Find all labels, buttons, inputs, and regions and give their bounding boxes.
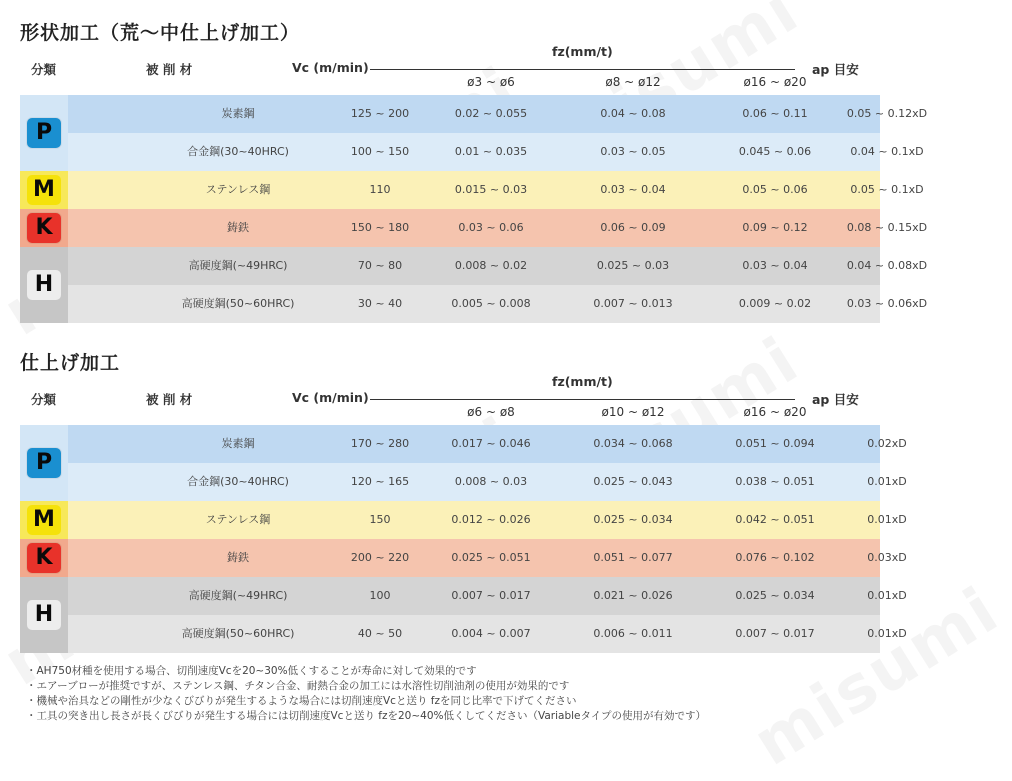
table-row — [68, 577, 907, 615]
cell-ap: 0.05 ~ 0.1xD — [850, 183, 924, 196]
table-row — [68, 209, 928, 247]
cell-vc: 150 ~ 180 — [350, 221, 410, 234]
header-fz: fz(mm/t) — [552, 44, 613, 59]
header-class: 分類 — [31, 62, 57, 77]
cell-fz: 0.006 ~ 0.011 — [593, 627, 673, 640]
cell-vc: 30 ~ 40 — [357, 297, 403, 310]
cell-fz: 0.06 ~ 0.09 — [600, 221, 666, 234]
header-fz-underline — [370, 399, 795, 400]
class-badge-H: H — [27, 600, 61, 630]
class-group-P — [20, 95, 68, 171]
cell-material: 合金鋼(30~40HRC) — [187, 475, 289, 488]
header-size-0: ø3 ~ ø6 — [467, 75, 515, 89]
cell-vc: 120 ~ 165 — [350, 475, 410, 488]
cell-ap: 0.01xD — [867, 513, 907, 526]
cell-fz: 0.017 ~ 0.046 — [451, 437, 531, 450]
table-row — [68, 171, 924, 209]
class-badge-P: P — [27, 118, 61, 148]
cell-fz: 0.025 ~ 0.051 — [451, 551, 531, 564]
cell-fz: 0.02 ~ 0.055 — [454, 107, 528, 120]
header-vc: Vc (m/min) — [292, 60, 369, 75]
cell-fz: 0.03 ~ 0.06 — [458, 221, 524, 234]
section-title: 形状加工（荒〜中仕上げ加工） — [20, 22, 301, 44]
cell-fz: 0.007 ~ 0.013 — [593, 297, 673, 310]
cell-fz: 0.025 ~ 0.034 — [735, 589, 815, 602]
cell-vc: 70 ~ 80 — [357, 259, 403, 272]
notes — [26, 664, 706, 724]
header-fz: fz(mm/t) — [552, 374, 613, 389]
header-class: 分類 — [31, 392, 57, 407]
note-item: ・機械や治具などの剛性が少なくびびりが発生するような場合には切削速度Vcと送り fzを同じ比率で下げてください — [26, 695, 577, 707]
class-group-P — [20, 425, 68, 501]
class-badge-H: H — [27, 270, 61, 300]
header-material: 被 削 材 — [146, 392, 193, 407]
cell-vc: 170 ~ 280 — [350, 437, 410, 450]
cell-fz: 0.05 ~ 0.06 — [742, 183, 808, 196]
header-size-0: ø6 ~ ø8 — [467, 405, 515, 419]
note-item: ・エアーブローが推奨ですが、ステンレス鋼、チタン合金、耐熱合金の加工には水溶性切削油剤の使用が効果的です — [26, 680, 570, 692]
cell-fz: 0.03 ~ 0.04 — [600, 183, 666, 196]
cell-fz: 0.01 ~ 0.035 — [454, 145, 528, 158]
cell-fz: 0.012 ~ 0.026 — [451, 513, 531, 526]
table-row — [68, 463, 907, 501]
cell-fz: 0.021 ~ 0.026 — [593, 589, 673, 602]
header-fz-underline — [370, 69, 795, 70]
cell-fz: 0.045 ~ 0.06 — [738, 145, 812, 158]
header-size-1: ø8 ~ ø12 — [605, 75, 661, 89]
cell-material: 高硬度鋼(50~60HRC) — [181, 627, 295, 640]
class-group-K — [20, 539, 68, 577]
cell-fz: 0.025 ~ 0.043 — [593, 475, 673, 488]
cell-ap: 0.01xD — [867, 475, 907, 488]
class-badge-K: K — [27, 543, 61, 573]
cell-ap: 0.04 ~ 0.1xD — [850, 145, 924, 158]
cell-vc: 100 ~ 150 — [350, 145, 410, 158]
cell-fz: 0.06 ~ 0.11 — [742, 107, 808, 120]
header-ap: ap 目安 — [812, 392, 859, 407]
cell-vc: 40 ~ 50 — [357, 627, 403, 640]
table-row — [68, 133, 924, 171]
cell-fz: 0.008 ~ 0.02 — [454, 259, 528, 272]
cell-ap: 0.03 ~ 0.06xD — [846, 297, 928, 310]
class-badge-P: P — [27, 448, 61, 478]
cell-material: 炭素鋼 — [221, 107, 255, 120]
cell-material: ステンレス鋼 — [205, 183, 271, 196]
cell-fz: 0.025 ~ 0.03 — [596, 259, 670, 272]
cell-ap: 0.02xD — [867, 437, 907, 450]
cell-fz: 0.042 ~ 0.051 — [735, 513, 815, 526]
table-row — [68, 615, 907, 653]
class-group-H — [20, 247, 68, 323]
table-row — [68, 285, 928, 323]
cell-vc: 100 — [369, 589, 391, 602]
table-row — [68, 539, 907, 577]
class-group-K — [20, 209, 68, 247]
cell-material: 高硬度鋼(50~60HRC) — [181, 297, 295, 310]
cell-fz: 0.025 ~ 0.034 — [593, 513, 673, 526]
cell-fz: 0.051 ~ 0.077 — [593, 551, 673, 564]
cell-vc: 125 ~ 200 — [350, 107, 410, 120]
note-item: ・工具の突き出し長さが長くびびりが発生する場合には切削速度Vcと送り fzを20~40%低くしてください（Variableタイプの使用が有効です） — [26, 710, 706, 722]
cell-fz: 0.076 ~ 0.102 — [735, 551, 815, 564]
table-row — [68, 501, 907, 539]
cell-vc: 150 — [369, 513, 391, 526]
class-badge-K: K — [27, 213, 61, 243]
class-group-M — [20, 501, 68, 539]
cell-fz: 0.03 ~ 0.04 — [742, 259, 808, 272]
cell-material: ステンレス鋼 — [205, 513, 271, 526]
header-vc: Vc (m/min) — [292, 390, 369, 405]
table-row — [68, 95, 928, 133]
cell-fz: 0.008 ~ 0.03 — [454, 475, 528, 488]
cell-vc: 200 ~ 220 — [350, 551, 410, 564]
cell-ap: 0.01xD — [867, 589, 907, 602]
cell-ap: 0.01xD — [867, 627, 907, 640]
cell-fz: 0.007 ~ 0.017 — [735, 627, 815, 640]
cell-vc: 110 — [369, 183, 391, 196]
cell-fz: 0.034 ~ 0.068 — [593, 437, 673, 450]
cell-fz: 0.09 ~ 0.12 — [742, 221, 808, 234]
cell-fz: 0.004 ~ 0.007 — [451, 627, 531, 640]
cell-fz: 0.009 ~ 0.02 — [738, 297, 812, 310]
cell-ap: 0.03xD — [867, 551, 907, 564]
header-size-2: ø16 ~ ø20 — [743, 75, 807, 89]
cell-fz: 0.015 ~ 0.03 — [454, 183, 528, 196]
header-ap: ap 目安 — [812, 62, 859, 77]
header-size-1: ø10 ~ ø12 — [601, 405, 665, 419]
cell-ap: 0.08 ~ 0.15xD — [846, 221, 928, 234]
cell-material: 鋳鉄 — [227, 551, 249, 564]
cell-fz: 0.03 ~ 0.05 — [600, 145, 666, 158]
class-group-H — [20, 577, 68, 653]
cell-material: 高硬度鋼(~49HRC) — [188, 589, 288, 602]
cell-material: 炭素鋼 — [221, 437, 255, 450]
note-item: ・AH750材種を使用する場合、切削速度Vcを20~30%低くすることが寿命に対して効果的です — [26, 665, 477, 677]
header-material: 被 削 材 — [146, 62, 193, 77]
class-badge-M: M — [27, 175, 61, 205]
table-row — [68, 247, 928, 285]
table-row — [68, 425, 907, 463]
cell-fz: 0.007 ~ 0.017 — [451, 589, 531, 602]
class-badge-M: M — [27, 505, 61, 535]
cell-fz: 0.051 ~ 0.094 — [735, 437, 815, 450]
class-group-M — [20, 171, 68, 209]
cell-material: 鋳鉄 — [227, 221, 249, 234]
cell-fz: 0.04 ~ 0.08 — [600, 107, 666, 120]
cell-material: 合金鋼(30~40HRC) — [187, 145, 289, 158]
cell-material: 高硬度鋼(~49HRC) — [188, 259, 288, 272]
cell-fz: 0.038 ~ 0.051 — [735, 475, 815, 488]
cell-ap: 0.04 ~ 0.08xD — [846, 259, 928, 272]
section-title: 仕上げ加工 — [20, 352, 121, 374]
header-size-2: ø16 ~ ø20 — [743, 405, 807, 419]
cell-fz: 0.005 ~ 0.008 — [451, 297, 531, 310]
cell-ap: 0.05 ~ 0.12xD — [846, 107, 928, 120]
